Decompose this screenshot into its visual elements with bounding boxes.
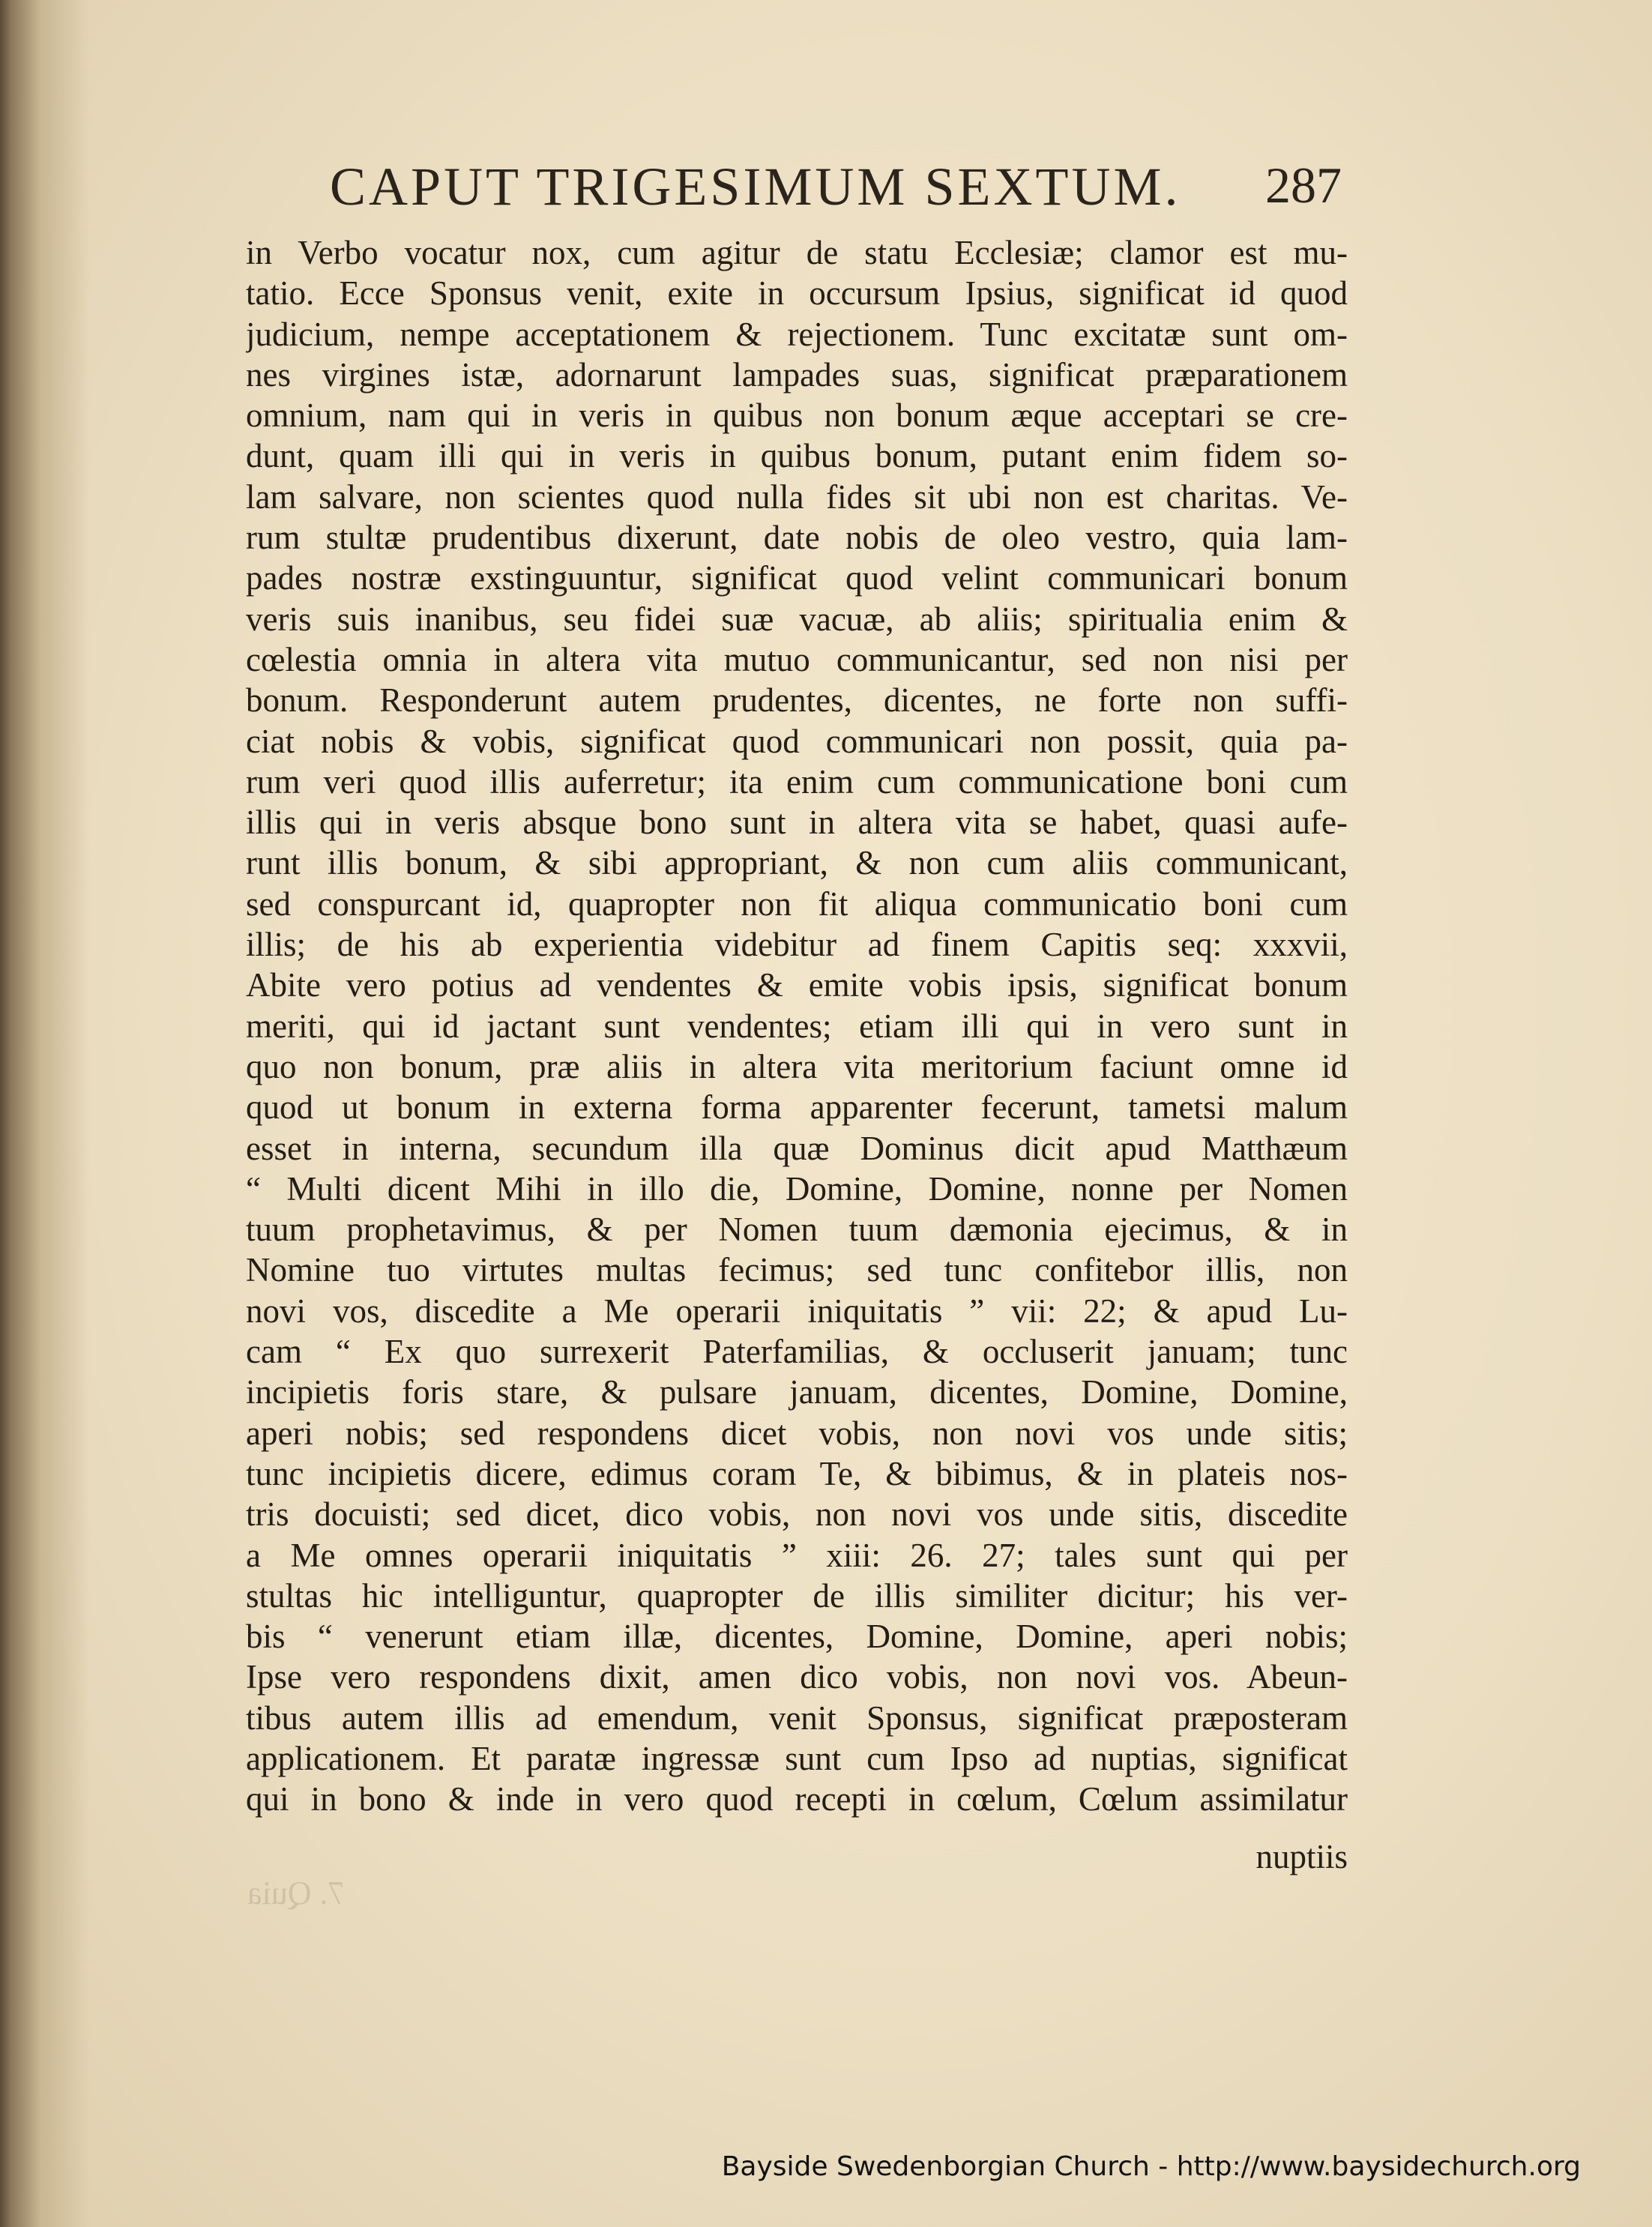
text-line: cam “ Ex quo surrexerit Paterfamilias, & occluserit januam; tunc — [246, 1333, 1348, 1371]
catchword: nuptiis — [1255, 1838, 1348, 1875]
text-line: lam salvare, non scientes quod nulla fides sit ubi non est charitas. Ve- — [246, 477, 1348, 516]
text-line: illis qui in veris absque bono sunt in altera vita se habet, quasi aufe- — [246, 804, 1348, 842]
text-line: “ Multi dicent Mihi in illo die, Domine, Domine, nonne per Nomen — [246, 1169, 1348, 1208]
text-line: veris suis inanibus, seu fidei suæ vacuæ, ab aliis; spiritualia enim & — [246, 600, 1348, 638]
text-line: pades nostræ exstinguuntur, significat quod velint communicari bonum — [246, 559, 1348, 597]
text-line: illis; de his ab experientia videbitur ad finem Capitis seq: xxxvii, — [246, 926, 1348, 964]
text-line: nes virgines istæ, adornarunt lampades suas, significat præparationem — [246, 355, 1348, 394]
text-line: cœlestia omnia in altera vita mutuo communicantur, sed non nisi per — [246, 640, 1348, 678]
text-line: tunc incipietis dicere, edimus coram Te, & bibimus, & in plateis nos- — [246, 1454, 1348, 1492]
text-line: rum veri quod illis auferretur; ita enim cum communicatione boni cum — [246, 762, 1348, 801]
binding-shadow — [0, 0, 90, 2227]
text-line: qui in bono & inde in vero quod recepti in cœlum, Cœlum assimilatur — [246, 1780, 1348, 1818]
bleed-through-text: 7. Quia — [247, 1875, 345, 1911]
text-line: meriti, qui id jactant sunt vendentes; etiam illi qui in vero sunt in — [246, 1007, 1348, 1045]
page-number: 287 — [1265, 157, 1342, 214]
text-line: sed conspurcant id, quapropter non fit aliqua communicatio boni cum — [246, 885, 1348, 923]
text-line: tris docuisti; sed dicet, dico vobis, non novi vos unde sitis, discedite — [246, 1495, 1348, 1534]
text-line: quo non bonum, præ aliis in altera vita meritorium faciunt omne id — [246, 1047, 1348, 1085]
page-header — [330, 156, 1342, 223]
text-line: in Verbo vocatur nox, cum agitur de statu Ecclesiæ; clamor est mu- — [246, 234, 1348, 271]
text-line: esset in interna, secundum illa quæ Dominus dicit apud Matthæum — [246, 1129, 1348, 1167]
text-line: judicium, nempe acceptationem & rejectionem. Tunc excitatæ sunt om- — [246, 315, 1348, 353]
text-line: novi vos, discedite a Me operarii iniquitatis ” vii: 22; & apud Lu- — [246, 1292, 1348, 1330]
text-line: incipietis foris stare, & pulsare januam, dicentes, Domine, Domine, — [246, 1373, 1348, 1411]
text-line: dunt, quam illi qui in veris in quibus bonum, putant enim fidem so- — [246, 437, 1348, 475]
text-line: ciat nobis & vobis, significat quod communicari non possit, quia pa- — [246, 722, 1348, 760]
text-line: tibus autem illis ad emendum, venit Sponsus, significat præposteram — [246, 1699, 1348, 1737]
text-line: tuum prophetavimus, & per Nomen tuum dæmonia ejecimus, & in — [246, 1211, 1348, 1249]
text-line: stultas hic intelliguntur, quapropter de illis similiter dicitur; his ver- — [246, 1576, 1348, 1615]
text-line: Nomine tuo virtutes multas fecimus; sed tunc confitebor illis, non — [246, 1251, 1348, 1289]
text-line: Abite vero potius ad vendentes & emite vobis ipsis, significat bonum — [246, 966, 1348, 1004]
watermark: Bayside Swedenborgian Church - http://www.baysidechurch.org — [721, 2151, 1581, 2182]
text-line: rum stultæ prudentibus dixerunt, date nobis de oleo vestro, quia lam- — [246, 519, 1348, 557]
text-line: tatio. Ecce Sponsus venit, exite in occursum Ipsius, significat id quod — [246, 274, 1348, 313]
text-line: quod ut bonum in externa forma apparenter fecerunt, tametsi malum — [246, 1088, 1348, 1127]
body-text — [246, 232, 1348, 1820]
text-line: bis “ venerunt etiam illæ, dicentes, Domine, Domine, aperi nobis; — [246, 1618, 1348, 1656]
text-line: runt illis bonum, & sibi appropriant, & non cum aliis communicant, — [246, 844, 1348, 882]
text-line: applicationem. Et paratæ ingressæ sunt cum Ipso ad nuptias, significat — [246, 1739, 1348, 1777]
text-line: omnium, nam qui in veris in quibus non bonum æque acceptari se cre- — [246, 397, 1348, 435]
running-head: CAPUT TRIGESIMUM SEXTUM. — [330, 157, 1181, 217]
text-line: Ipse vero respondens dixit, amen dico vobis, non novi vos. Abeun- — [246, 1658, 1348, 1696]
text-line: aperi nobis; sed respondens dicet vobis, non novi vos unde sitis; — [246, 1414, 1348, 1452]
text-line: a Me omnes operarii iniquitatis ” xiii: 26. 27; tales sunt qui per — [246, 1536, 1348, 1574]
text-line: bonum. Responderunt autem prudentes, dicentes, ne forte non suffi- — [246, 681, 1348, 720]
